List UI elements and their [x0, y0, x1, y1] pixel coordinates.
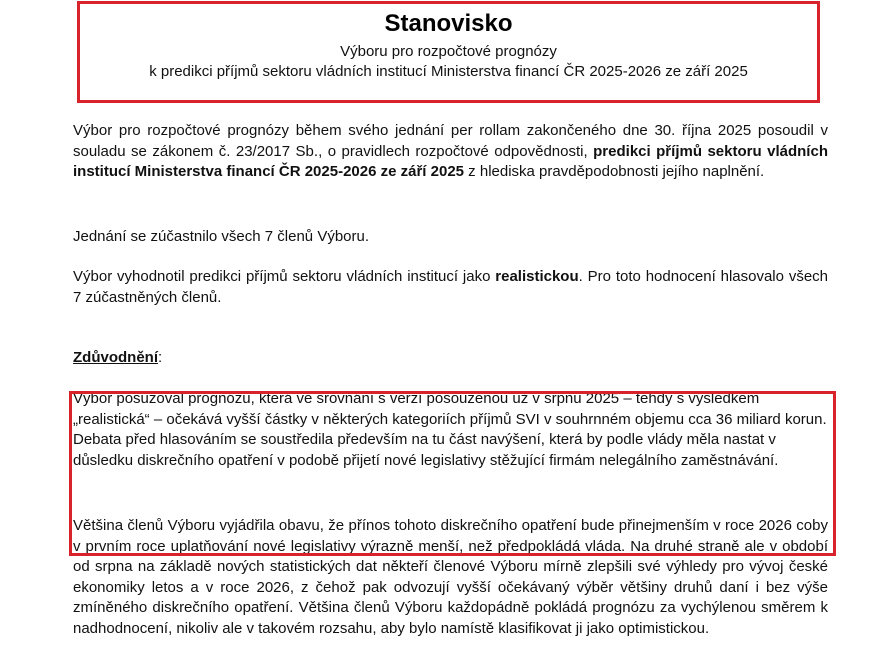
intro-bold-subject: predikci příjmů sektoru vládních institucí Ministerstva financí ČR 2025-2026 ze září 2025	[73, 142, 828, 180]
reasoning-heading-colon: :	[158, 349, 163, 366]
attendance-paragraph: Jednání se zúčastnilo všech 7 členů Výboru.	[73, 228, 370, 245]
reasoning-heading-text: Zdůvodnění	[73, 349, 158, 366]
document-subtitle-line1: Výboru pro rozpočtové prognózy	[340, 43, 557, 60]
intro-paragraph	[73, 121, 828, 183]
assessment-text-2: . Pro toto hodnocení hlasovalo všech 7 zúčastněných členů.	[73, 268, 829, 306]
assessment-verdict: realistickou	[495, 268, 579, 285]
intro-text-2: z hlediska pravděpodobnosti jejího naplnění.	[464, 163, 765, 180]
reasoning-paragraph-2: Většina členů Výboru vyjádřila obavu, že přínos tohoto diskrečního opatření bude přinejmenším v roce 2026 coby v prvním roce uplatňování nové legislativy výrazně menší, než předpokládá vláda. Na druhé straně ale v období od srpna na základě nových statistických dat někteří členové Výboru mírně zlepšili své výhledy pro vývoj české ekonomiky letos a v roce 2026, z čehož pak odvozují vyšší očekávaný výběr většiny druhů daní i bez výše zmíněného diskrečního opatření. Většina členů Výboru každopádně pokládá prognózu za vychýlenou směrem k nadhodnocení, nikoliv ale v takovém rozsahu, aby bylo namístě klasifikovat ji jako optimistickou.	[73, 517, 828, 637]
title-box	[77, 1, 820, 103]
intro-text-1: Výbor pro rozpočtové prognózy během svého jednání per rollam zakončeného dne 30. října 2025 posoudil v souladu se zákonem č. 23/2017 Sb., o pravidlech rozpočtové odpovědnosti,	[73, 122, 828, 160]
document-subtitle-line2: k predikci příjmů sektoru vládních institucí Ministerstva financí ČR 2025-2026 ze září 2025	[149, 63, 748, 80]
reasoning-heading	[73, 348, 828, 369]
assessment-text-1: Výbor vyhodnotil predikci příjmů sektoru vládních institucí jako	[73, 268, 496, 285]
document-title: Stanovisko	[384, 10, 513, 37]
assessment-paragraph	[73, 267, 828, 308]
reasoning-paragraph-1: Výbor posuzoval prognózu, která ve srovnání s verzí posouzenou už v srpnu 2025 – tehdy s výsledkem „realistická“ – očekává vyšší částky v některých kategoriích příjmů SVI v souhrnném objemu cca 36 miliard korun. Debata před hlasováním se soustředila především na tu část navýšení, která by podle vlády měla nastat v důsledku diskrečního opatření v podobě přijetí nové legislativy stěžující firmám nelegálního zaměstnávání.	[73, 390, 827, 469]
